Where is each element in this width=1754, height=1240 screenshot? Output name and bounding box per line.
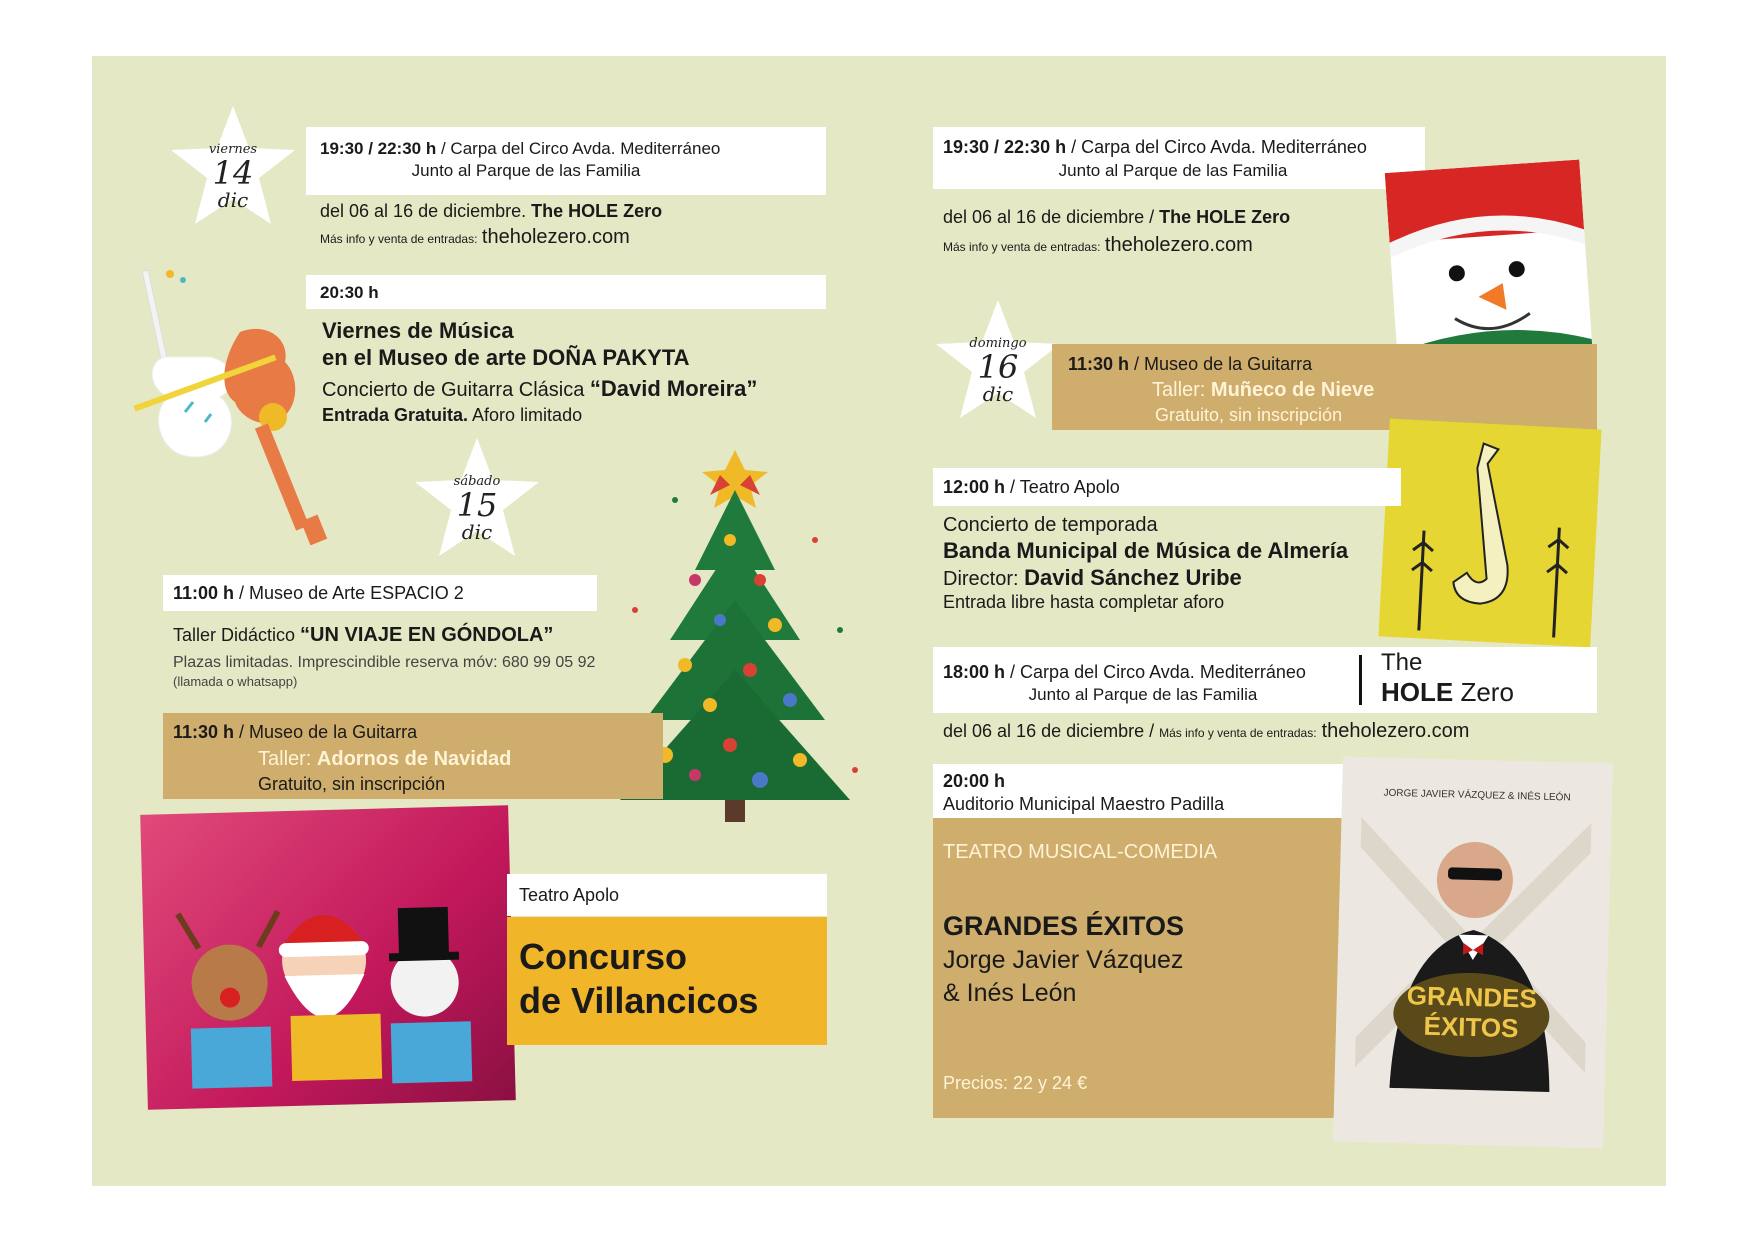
event-circo-header — [306, 127, 826, 195]
hole-dates: del 06 al 16 de diciembre. The HOLE Zero — [320, 201, 663, 221]
auditorio-prices: Precios: 22 y 24 € — [943, 1073, 1088, 1093]
event-apolo-header — [933, 468, 1401, 506]
event-time-venue: 18:00 h / Carpa del Circo Avda. Mediterráneo — [943, 662, 1306, 682]
poster-artists: JORGE JAVIER VÁZQUEZ & INÉS LEÓN — [1383, 787, 1571, 804]
star-month: dic — [217, 188, 249, 212]
event-auditorio-header — [933, 764, 1345, 818]
music-title-2: en el Museo de arte DOÑA PAKYTA — [322, 345, 690, 370]
auditorio-genre: TEATRO MUSICAL-COMEDIA — [943, 841, 1218, 863]
guitarra-taller: Taller: Adornos de Navidad — [258, 748, 512, 770]
event-time: 20:30 h — [320, 283, 379, 302]
star-day: 15 — [456, 486, 498, 524]
event-time-venue: 19:30 / 22:30 h / Carpa del Circo Avda. Mediterráneo — [320, 139, 721, 158]
star-month: dic — [461, 520, 493, 544]
music-title-1: Viernes de Música — [322, 318, 514, 343]
guitarra-free: Gratuito, sin inscripción — [1155, 405, 1343, 425]
carol-singers-image — [140, 805, 516, 1110]
event-time-venue: 11:30 h / Museo de la Guitarra — [1068, 354, 1313, 374]
event-music-time-box — [306, 275, 826, 309]
villancicos-venue-box — [507, 874, 827, 916]
event-venue-detail: Junto al Parque de las Familia — [1058, 161, 1288, 180]
grandes-exitos-poster — [1333, 757, 1613, 1149]
date-star-sunday — [933, 298, 1063, 423]
guitarra-taller: Taller: Muñeco de Nieve — [1152, 379, 1375, 401]
event-circo-header-2 — [933, 647, 1597, 713]
event-circo-header-right — [933, 127, 1425, 189]
villancicos-title-box — [507, 917, 827, 1045]
logo-divider — [1359, 655, 1362, 705]
event-venue-detail: Junto al Parque de las Familia — [1028, 685, 1258, 704]
event-espacio-header — [163, 575, 597, 611]
auditorio-artist-1: Jorge Javier Vázquez — [943, 946, 1184, 974]
hole-info: Más info y venta de entradas: theholezero.com — [943, 234, 1253, 256]
star-weekday: sábado — [453, 474, 501, 489]
saxophone-image — [1378, 419, 1601, 648]
event-time: 20:00 h — [943, 771, 1006, 791]
hole-logo-the: The — [1381, 649, 1423, 676]
event-guitarra-box — [163, 713, 663, 799]
villancicos-title-1: Concurso — [519, 936, 688, 977]
poster-logo-2: ÉXITOS — [1423, 1010, 1519, 1044]
date-star-saturday — [412, 436, 542, 561]
apolo-director: Director: David Sánchez Uribe — [943, 565, 1242, 590]
event-time-venue: 11:00 h / Museo de Arte ESPACIO 2 — [173, 583, 464, 603]
event-time-venue: 11:30 h / Museo de la Guitarra — [173, 722, 418, 742]
event-time-venue: 19:30 / 22:30 h / Carpa del Circo Avda. Mediterráneo — [943, 137, 1367, 157]
event-time-venue: 12:00 h / Teatro Apolo — [943, 477, 1120, 497]
auditorio-title: GRANDES ÉXITOS — [943, 911, 1185, 941]
carol-singers-illustration — [140, 805, 516, 1110]
saxophone-illustration — [1378, 419, 1601, 648]
event-venue-detail: Junto al Parque de las Familia — [411, 161, 641, 180]
auditorio-artist-2: & Inés León — [943, 979, 1077, 1007]
apolo-concert-type: Concierto de temporada — [943, 514, 1158, 536]
apolo-entry: Entrada libre hasta completar aforo — [943, 592, 1225, 612]
villancicos-title-2: de Villancicos — [519, 980, 759, 1021]
poster-illustration — [1333, 757, 1613, 1149]
poster-logo-1: GRANDES — [1406, 980, 1538, 1014]
music-entry: Entrada Gratuita. Aforo limitado — [322, 405, 583, 425]
music-concert: Concierto de Guitarra Clásica “David Moreira” — [322, 376, 758, 401]
hole-logo: HOLE Zero — [1381, 677, 1514, 707]
star-day: 16 — [977, 348, 1019, 386]
date-star-friday — [168, 104, 298, 229]
hole-dates: del 06 al 16 de diciembre / The HOLE Zero — [943, 207, 1291, 227]
hole-info: Más info y venta de entradas: theholezero.com — [320, 226, 630, 248]
event-guitarra-box-right — [1052, 344, 1597, 430]
villancicos-venue: Teatro Apolo — [519, 885, 620, 905]
star-weekday: viernes — [208, 142, 258, 157]
espacio-plazas: Plazas limitadas. Imprescindible reserva móv: 680 99 05 92 — [173, 654, 596, 671]
star-day: 14 — [212, 154, 254, 192]
star-month: dic — [982, 382, 1014, 406]
star-weekday: domingo — [969, 336, 1027, 351]
espacio-note: (llamada o whatsapp) — [173, 674, 298, 689]
guitarra-free: Gratuito, sin inscripción — [258, 774, 446, 794]
espacio-taller: Taller Didáctico “UN VIAJE EN GÓNDOLA” — [173, 624, 554, 646]
auditorio-info-box — [933, 818, 1345, 1118]
apolo-band: Banda Municipal de Música de Almería — [943, 538, 1349, 563]
hole-dates-2: del 06 al 16 de diciembre / Más info y venta de entradas: theholezero.com — [943, 720, 1470, 742]
event-venue: Auditorio Municipal Maestro Padilla — [943, 794, 1225, 814]
